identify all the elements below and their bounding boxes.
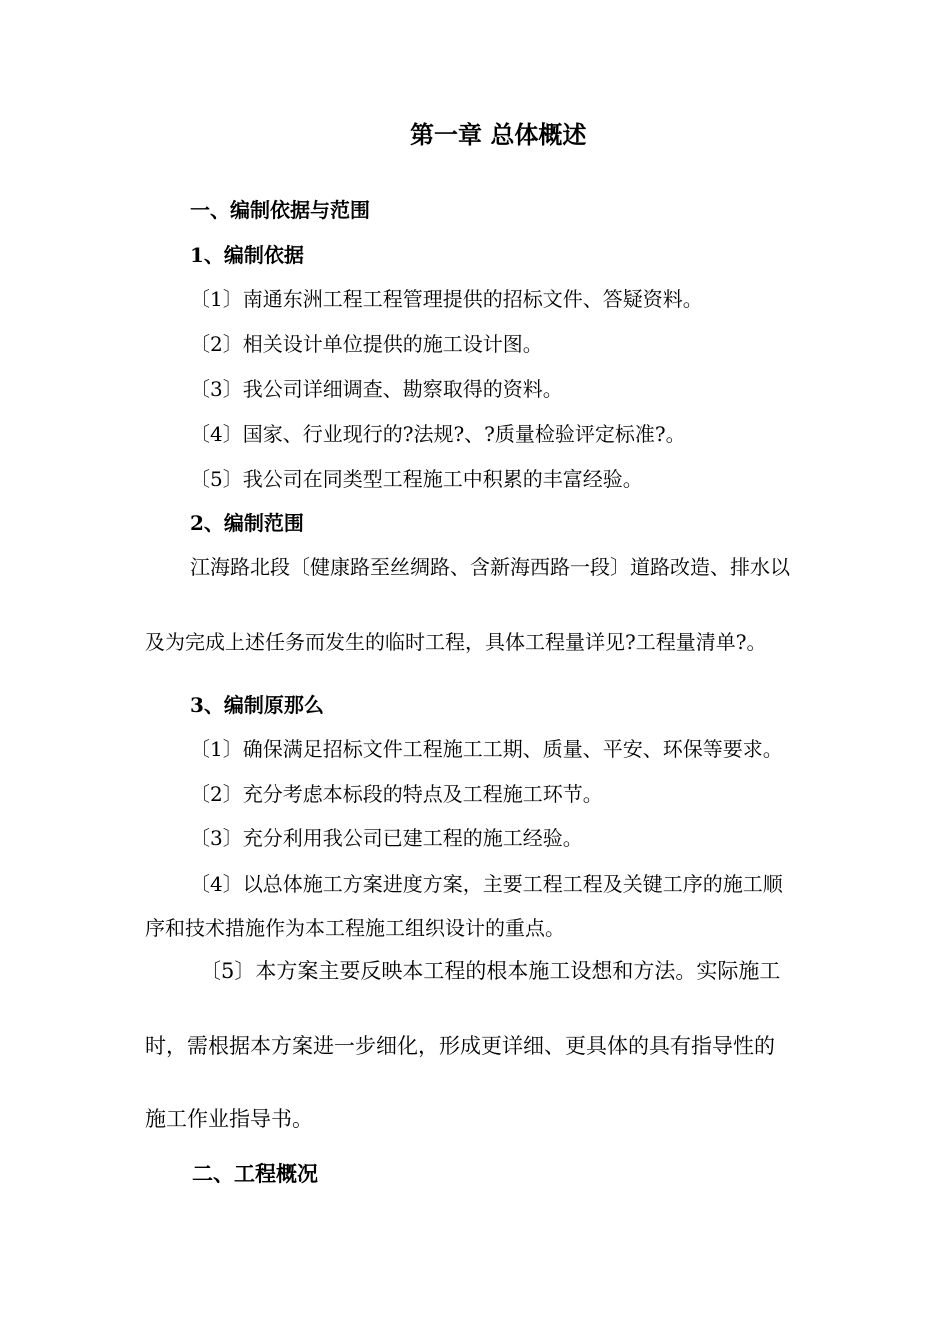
basis-item-2: 〔2〕相关设计单位提供的施工设计图。 xyxy=(190,332,543,356)
section-heading-project-overview: 二、工程概况 xyxy=(192,1161,318,1186)
subsection-heading-scope: 2、编制范围 xyxy=(190,511,304,535)
basis-item-5: 〔5〕我公司在同类型工程施工中积累的丰富经验。 xyxy=(190,467,643,491)
chapter-title: 第一章 总体概述 xyxy=(410,120,587,149)
principle-item-4-line-1: 〔4〕以总体施工方案进度方案，主要工程工程及关键工序的施工顺 xyxy=(190,872,783,896)
basis-item-3: 〔3〕我公司详细调查、勘察取得的资料。 xyxy=(190,377,563,401)
principle-item-5-line-1: 〔5〕本方案主要反映本工程的根本施工设想和方法。实际施工 xyxy=(200,959,781,983)
basis-item-1: 〔1〕南通东洲工程工程管理提供的招标文件、答疑资料。 xyxy=(190,287,703,311)
principle-item-5-line-3: 施工作业指导书。 xyxy=(145,1107,313,1131)
subsection-heading-basis: 1、编制依据 xyxy=(190,243,304,267)
scope-line-2: 及为完成上述任务而发生的临时工程，具体工程量详见?工程量清单?。 xyxy=(145,630,767,654)
principle-item-1: 〔1〕确保满足招标文件工程施工工期、质量、平安、环保等要求。 xyxy=(190,737,783,761)
principle-item-3: 〔3〕充分利用我公司已建工程的施工经验。 xyxy=(190,826,583,850)
principle-item-4-line-2: 序和技术措施作为本工程施工组织设计的重点。 xyxy=(145,916,565,940)
scope-line-1: 江海路北段〔健康路至丝绸路、含新海西路一段〕道路改造、排水以 xyxy=(190,555,790,579)
principle-item-5-line-2: 时，需根据本方案进一步细化，形成更详细、更具体的具有指导性的 xyxy=(145,1034,775,1058)
principle-item-2: 〔2〕充分考虑本标段的特点及工程施工环节。 xyxy=(190,782,603,806)
section-heading-basis-scope: 一、编制依据与范围 xyxy=(190,198,370,222)
subsection-heading-principles: 3、编制原那么 xyxy=(190,693,324,717)
basis-item-4: 〔4〕国家、行业现行的?法规?、?质量检验评定标准?。 xyxy=(190,422,686,446)
